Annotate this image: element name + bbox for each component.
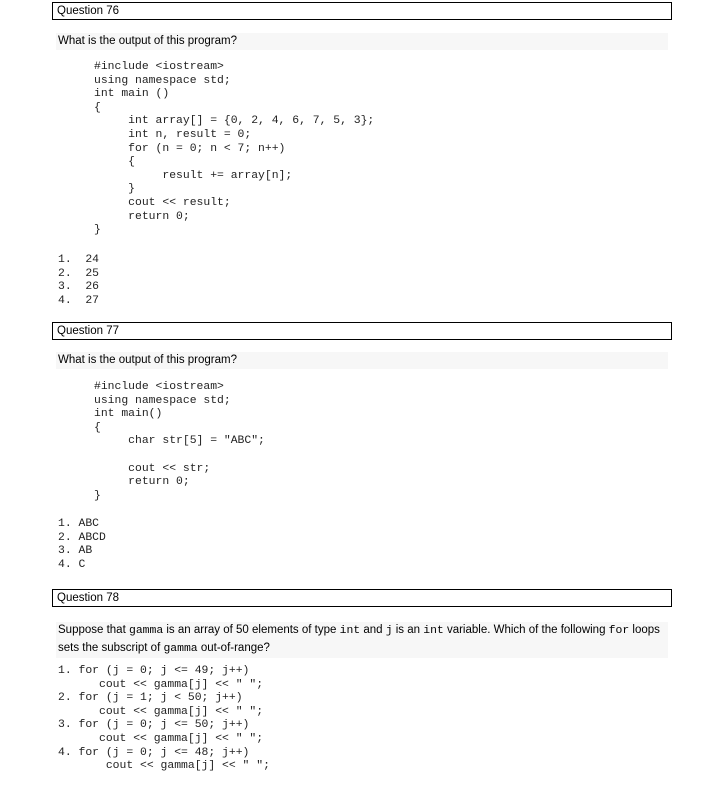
code-term: j	[385, 625, 393, 637]
question-77-code: #include <iostream> using namespace std; int main() { char str[5] = "ABC"; cout << str; return 0; }	[94, 381, 265, 502]
question-76-code: #include <iostream> using namespace std; int main () { int array[] = {0, 2, 4, 6, 7, 5, 3}; int n, result = 0; for (n = 0; n < 7; n++) { result += array[n]; } cout << result; return 0; }	[94, 61, 375, 237]
code-term: int	[423, 625, 444, 637]
question-78-options: 1. for (j = 0; j <= 49; j++) cout << gamma[j] << " "; 2. for (j = 1; j < 50; j++) cout << gamma[j] << " "; 3. for (j = 0; j <= 50; j++) cout << gamma[j] << " "; 4. for (j = 0; j <= 48; j++) cout << gamma[j] << " ";	[58, 665, 270, 773]
code-term: int	[339, 625, 361, 637]
code-term: gamma	[163, 643, 198, 655]
question-76-header: Question 76	[52, 2, 672, 20]
question-78-prompt	[56, 622, 668, 658]
code-term: gamma	[128, 625, 164, 637]
question-77-options: 1. ABC 2. ABCD 3. AB 4. C	[58, 518, 106, 571]
prompt-text: variable. Which of the following	[443, 624, 609, 636]
prompt-text: is an	[392, 624, 424, 636]
question-76-options: 1. 24 2. 25 3. 26 4. 27	[58, 254, 100, 307]
question-78-header: Question 78	[52, 589, 672, 607]
prompt-text: loops sets the subscript of	[58, 624, 660, 654]
prompt-text: Suppose that	[58, 624, 129, 636]
question-76-prompt: What is the output of this program?	[56, 33, 668, 50]
question-77-header: Question 77	[52, 322, 672, 340]
prompt-text: out-of-range?	[197, 642, 270, 654]
code-term: for	[608, 625, 630, 637]
question-77-prompt: What is the output of this program?	[56, 352, 668, 369]
prompt-text: is an array of 50 elements of type	[163, 624, 340, 636]
prompt-text: and	[360, 624, 386, 636]
